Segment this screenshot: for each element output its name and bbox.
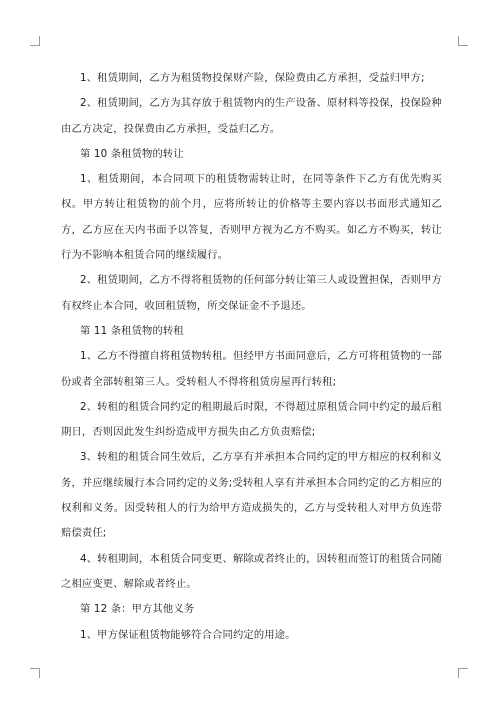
- clause-paragraph: 2、转租的租赁合同约定的租期最后时限，不得超过原租赁合同中约定的最后租期日，否则因此发生纠纷造成甲方损失由乙方负责赔偿;: [61, 400, 442, 439]
- clause-paragraph: 1、甲方保证租赁物能够符合合同约定的用途。: [80, 628, 296, 641]
- clause-paragraph: 1、租赁期间，乙方为租赁物投保财产险，保险费由乙方承担，受益归甲方;: [80, 72, 425, 84]
- clause-paragraph: 1、乙方不得擅自将租赁物转租。但经甲方书面同意后，乙方可将租赁物的一部份或者全部转租第三人。受转租人不得将租赁房屋再行转租;: [61, 350, 442, 388]
- section-heading: 第 12 条：甲方其他义务: [80, 603, 195, 616]
- clause-paragraph: 1、租赁期间，本合同项下的租赁物需转让时，在同等条件下乙方有优先购买权。甲方转让租赁物的前个月，应将所转让的价格等主要内容以书面形式通知乙方，乙方应在天内书面予以答复，否则甲方视为乙方不购买。如乙方不购买，转让行为不影响本租赁合同的继续履行。: [61, 173, 442, 262]
- section-heading: 第 10 条租赁物的转让: [80, 147, 184, 160]
- clause-paragraph: 2、租赁期间，乙方不得将租赁物的任何部分转让第三人或设置担保，否则甲方有权终止本合同，收回租赁物，所交保证金不予退还。: [61, 274, 442, 312]
- crop-mark-bottom-left: [30, 668, 40, 678]
- crop-mark-bottom-right: [458, 668, 468, 678]
- crop-mark-top-left: [30, 36, 40, 46]
- document-body: [61, 66, 442, 648]
- clause-paragraph: 4、转租期间，本租赁合同变更、解除或者终止的，因转租而签订的租赁合同随之相应变更、解除或者终止。: [61, 552, 442, 590]
- crop-mark-top-right: [458, 36, 468, 46]
- clause-paragraph: 2、租赁期间，乙方为其存放于租赁物内的生产设备、原材料等投保，投保险种由乙方决定，投保费由乙方承担，受益归乙方。: [61, 97, 442, 135]
- section-heading: 第 11 条租赁物的转租: [80, 324, 184, 337]
- clause-paragraph: 3、转租的租赁合同生效后，乙方享有并承担本合同约定的甲方相应的权利和义务，并应继续履行本合同约定的义务;受转租人享有并承担本合同约定的乙方相应的权利和义务。因受转租人的行为给甲方造成损失的，乙方与受转租人对甲方负连带赔偿责任;: [61, 451, 442, 540]
